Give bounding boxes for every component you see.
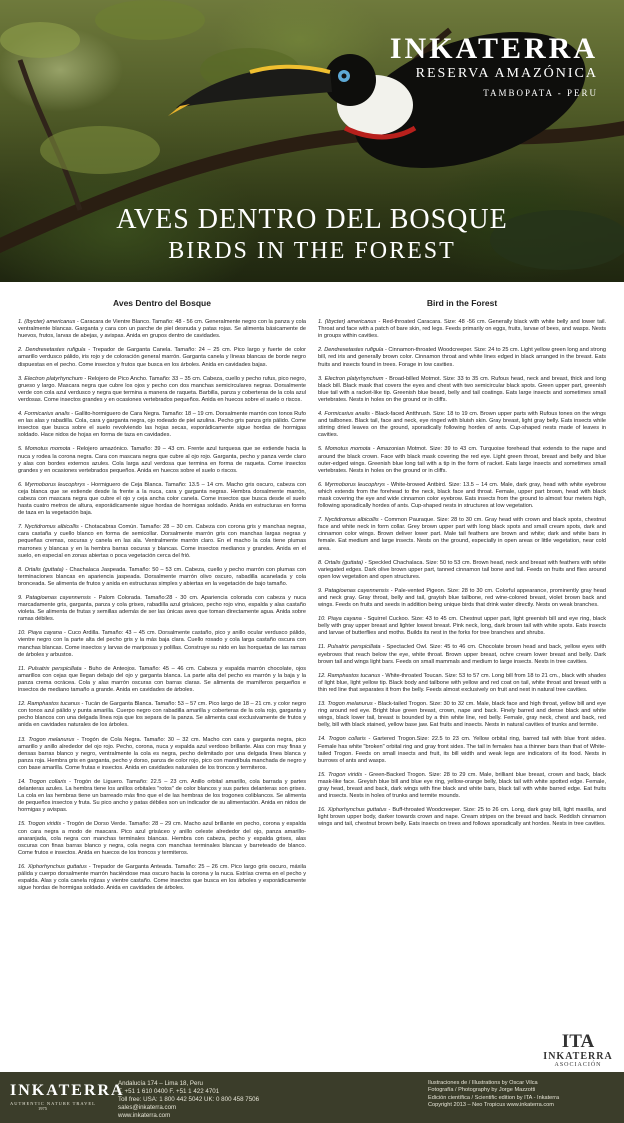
species-description: - Gallito-hormiguero de Cara Negra. Tamaño: 18 – 19 cm. Dorsalmente marrón con tonos Rufo en las alas y rabadilla. Cola, cara y garganta negra, ojo rodeado de piel azulina. Pecho gris panza gris pálido. Come insectos que busca sobre el suelo revolviendo las hojas secas, esporádicamente sigue hordas de hormigas soldado. Hace nidos de hojas en forma de taza en cavidades. <box>18 411 306 439</box>
species-description: - Buho de Anteojos. Tamaño: 45 – 46 cm. Cabeza y espalda marrón chocolate, ojos amarillos con cejas que llegan debajo del ojo y garganta blanca. La parte alta del pecho es marrón y la baja y la panza crema ocrácea. Cola y alas marrón oscuras con barras claras. Se alimenta de mamíferos pequeños e insectos de mediano tamaño a grande. Anida en cavidades de árboles. <box>18 665 306 694</box>
species-name: 6. Myrmoborus leucophrys <box>318 481 385 488</box>
species-entry <box>318 673 606 694</box>
species-name: 16. Xiphorhynchus guttatus <box>18 863 87 870</box>
footer-address: Andalucía 174 – Lima 18, Peru <box>118 1080 203 1087</box>
footer-logo-name: INKATERRA <box>10 1082 125 1099</box>
footer-logo-year: 1975 <box>38 1106 47 1111</box>
species-description: - Amazonian Motmot. Size: 39 to 43 cm. Turquoise forehead that extends to the nape and around the black crown. Face with black mask covering the red eye. Light green throat, breast and belly and blue outer-edged wings. Greenish blue long tail with a tip in the form of racket. Eats large insects and sometimes small vertebrates. Nests in holes on the ground or in cliffs. <box>318 446 606 474</box>
species-description: - Gartered Trogon.Size: 22.5 to 23 cm. Yellow orbital ring, barred tail with blue front sides. Female has white "broken" orbital ring and gray front sides. The tail in females has a thinner bars than that of White-tailed Trogon. Feeds on small insects and fruit, its bill width and weak legs are indicators of its food. Nests in burrows of ants and wasps. <box>318 736 606 764</box>
footer-email-link[interactable]: sales@inkaterra.com <box>118 1104 177 1111</box>
species-description: - Trogón de Liguero. Tamaño: 22.5 – 23 cm. Anillo orbital amarillo, cola barrada y partes delanteras azules. La hembra tiene los anillos orbitales "rotos" de color blancos y sus partes delanteras son grises. La cola en las hembras tiene un barreado más fino que el de las hembras de los trogones coliblancos. Se alimenta de pequeños insectos y fruta. Su pico ancho y patas débiles son un indicador de su alimentación. Anida en nidos de hormigas y avispas. <box>18 778 307 814</box>
species-entry <box>18 737 306 772</box>
species-name: 2. Dendrexetastes rufigula <box>318 347 384 354</box>
species-name: 9. Patagioenas cayennensis <box>318 587 389 594</box>
brand-block <box>390 34 598 98</box>
footer-contact <box>118 1080 259 1120</box>
species-entry <box>318 411 606 439</box>
ita-logo-mark: ITA <box>561 1031 595 1052</box>
species-entry <box>318 701 606 729</box>
spanish-heading: Aves Dentro del Bosque <box>113 298 211 308</box>
species-description: - Caracara de Vientre Blanco. Tamaño: 48 - 56 cm. Generalmente negro con la panza y cola ventralmente blancas. Garganta y cara con un parche de piel desnuda y patas rojas. Se alimenta básicamente de huevos, frutos, larvas de abejas, y avispas. Anida en grupos dentro de cavidades. <box>18 319 306 340</box>
footer-website-link[interactable]: www.inkaterra.com <box>118 1112 171 1119</box>
species-entry <box>18 524 306 559</box>
species-entry <box>318 736 606 764</box>
species-name: 13. Trogon melanurus <box>318 701 373 708</box>
species-name: 4. Formicarius analis <box>18 411 70 418</box>
species-entry <box>18 666 306 694</box>
ita-logo-subtitle: ASOCIACIÓN <box>554 1062 602 1068</box>
species-description: - Trepador de Garganta Canela. Tamaño: 24 – 25 cm. Pico largo y fuerte de color amarillo verdusco pálido, iris rojo y de coloración general marrón. Garganta canela y líneas blancas de borde negro dispuestas en el pecho. Come insectos y frutos que busca en los árboles. Anida en cavidades bajas. <box>18 347 306 368</box>
species-entry <box>18 630 306 658</box>
species-entry <box>18 567 306 588</box>
species-description: - Squirrel Cuckoo. Size: 43 to 45 cm. Chestnut upper part, light greenish bill and eye ring, black belly with gray upper breast and lighter lowest breast. Pink neck, long, dark brown tail with white spots. Eats insects and larvae of butterflies and moths. Builds its nest in the forks for tree branches and shrubs. <box>318 616 606 637</box>
species-description: - Trepador de Garganta Anteada. Tamaño: 25 – 26 cm. Pico largo gris oscuro, máxila pálida y cuerpo dorsalmente marrón haciéndose mas oscuro hacia la corona y la nuca. Estrías crema en el pecho y espalda. Alas y cola canela rojizas y vientre castaño. Come insectos que busca en los árboles y esporádicamente sigue hordas de hormigas soldado. Anida en cavidades de árboles. <box>18 863 306 892</box>
species-name: 7. Nyctidromus albicollis <box>318 517 379 524</box>
species-entry <box>18 482 306 517</box>
species-name: 7. Nyctidromus albicollis <box>18 524 79 531</box>
footer <box>0 1072 624 1123</box>
species-description: - Pale-vented Pigeon. Size: 28 to 30 cm. Colorful appearance, prominently gray head and neck gray. Gray throat, belly and tail, grayish blue tailbone, red wine-colored breast, violet brown back and wings. Feeds on fruits and seeds in addition being unique birds that drink water directly. Nests on weak branches. <box>318 587 606 609</box>
species-description: - Cuco Ardilla. Tamaño: 43 – 45 cm. Dorsalmente castaño, pico y anillo ocular verdusco pálido, vientre negro con la parte alta del pecho gris y la más baja clara. Cuello rosado y cola larga castaño oscura con manchas blancas. Come insectos y larvas de mariposas y polillas. Construye su nido en las horquetas de las ramas de árboles y arbustos. <box>18 630 306 658</box>
species-entry <box>18 779 306 814</box>
brand-subtitle: RESERVA AMAZÓNICA <box>415 66 598 81</box>
footer-phone: T. +51 1 610 0400 F. +51 1 422 4701 <box>118 1088 220 1095</box>
species-entry <box>318 616 606 637</box>
ita-logo <box>540 1032 616 1068</box>
species-description: - Common Pauraque. Size: 28 to 30 cm. Gray head with crown and black spots, chestnut face and white neck in form collar. Grey brown upper part with long black spots and small cream spots, dark and cinnamon color wings. Brown deliver lower part. Male tail feathers are brown and white; dark and white bars in female. Eat medium and large insects. Nests on the ground, especially in open areas or little vegetation, near cold area. <box>318 517 606 552</box>
species-entry <box>318 772 606 800</box>
title-spanish: AVES DENTRO DEL BOSQUE <box>116 204 508 235</box>
species-description: - Chotacabras Común. Tamaño: 28 – 30 cm. Cabeza con corona gris y manchas negras, cara castaña y cuello blanco en forma de semicollar. Dorsalmente marrón gris con manchas largas negras y pequeñas cremas, oscuras y canela en las ala. Ventralmente marrón claro. En el macho la cola tiene plumas marrones y blancas y en la hembra barras oscuras y blancas. Come insectos medianos y grandes. Anida en el suelo, en especial en zonas abiertas o poca vegetación cerca del frió. <box>18 524 306 559</box>
credit-scientific-edition: Edición científica / Scientific edition by ITA - Inkaterra <box>428 1094 560 1101</box>
species-name: 12. Ramphastos tucanus <box>318 672 381 679</box>
species-entry <box>318 517 606 552</box>
species-entry <box>18 319 306 340</box>
species-entry <box>18 595 306 623</box>
species-entry <box>18 411 306 439</box>
species-description: - Cinnamon-throated Woodcreeper. Size: 24 to 25 cm. Light yellow green long and strong bill, red iris and generally brown color. Cinnamon throat and white lines edged in black arranged in the breast. Eats fruits and insects found in trees. Forage in low cavities. <box>318 347 606 368</box>
species-description: - Speckled Chachalaca. Size: 50 to 53 cm. Brown head, neck and breast with feathers with white variegated edges. Dark olive brown upper part, tanned cinnamon tail bone and tail. Feeds on fruits and flies around open low vegetation and open structures. <box>318 559 606 580</box>
species-description: - Chachalaca Jaspeada. Tamaño: 50 – 53 cm. Cabeza, cuello y pecho marrón con plumas con terminaciones blancas en apariencia jaspeada. Dorsalmente marrón olivo oscuro, rabadilla acanelada y cola bronceada. Se alimenta de frutos y anida en estructuras simples y abiertas en la vegetación de bajo tamaño. <box>18 566 306 587</box>
species-name: 11. Pulsatrix perspicillata <box>18 665 82 672</box>
species-name: 12. Ramphastos tucanus <box>18 701 80 708</box>
english-column <box>318 300 606 835</box>
species-name: 15. Trogon viridis <box>18 821 62 828</box>
credit-photography: Fotografía / Photography by Jorge Mazzotti <box>428 1087 536 1094</box>
species-name: 2. Dendrexetastes rufigula <box>18 347 86 354</box>
species-entry <box>18 864 306 892</box>
species-entry <box>318 319 606 340</box>
english-heading: Bird in the Forest <box>426 298 498 308</box>
species-description: - White-browed Antbird. Size: 13.5 – 14 cm. Male, dark gray, head with white eyebrow which extends from the forehead to the neck, black face and throat. Female, upper part brown, head with black mask covering the eye and wide cinnamon color eyebrow. Eats insects from the ground to almost four meters high, following sporadically hordes of ants. Cup-shaped nests in structures at low vegetation. <box>318 481 606 510</box>
species-name: 3. Electron platyrhynchum <box>18 375 83 382</box>
species-description: - Tucán de Garganta Blanca. Tamaño: 53 – 57 cm. Pico largo de 18 – 21 cm. y color negro con tonos azul pálido y punta amarilla. Cuerpo negro con rabadilla amarilla y coberteras de la cola rojo, garganta y pecho blancos con una delgada línea roja que los separa de la panza. Se alimenta casi exclusivamente de frutos y anida en cavidades naturales de los árboles. <box>18 701 306 729</box>
species-name: 8. Ortalis (guttata) <box>18 566 64 573</box>
species-name: 14. Trogon collaris <box>318 736 366 743</box>
species-entry <box>318 482 606 510</box>
species-name: 14. Trogon collaris <box>18 778 67 785</box>
species-description: - Trogón de Cola Negra. Tamaño: 30 – 32 cm. Macho con cara y garganta negra, pico amarillo y anillo alrededor del ojo rojo. Pecho, corona, nuca y espalda azul verdoso brillante. Alas con muy finas y densas barras blanco y negro, ventralmente la cola es negra, pecho delimitado por una delgada línea blanca y panza roja. Hembra gris en garganta, pecho y dorso, panza de color rojo, pico con mandíbula manchada de negro y con base amarilla. Come frutas e insectos. Anida en cavidades naturales de los troncos y termiteros. <box>18 736 306 771</box>
species-name: 10. Piaya cayana <box>318 616 362 623</box>
species-description: - Red-throated Caracara. Size: 48 -56 cm. Generally black with white belly and lower tail. Throat and face with a patch of bare skin, red legs. Feeds primarily on eggs, fruits, larvae of bees, and wasps. Nests in groups within cavities. <box>318 319 606 340</box>
species-description: - Trogón de Dorso Verde. Tamaño: 28 – 29 cm. Macho azul brillante en pecho, corona y espalda con cara negra a modo de mascara. Pico azul grisáceo y anillo celeste alrededor del ojo, panza amarillo-anaranjada, cola negra con manchas terminales blancas. Hembra con cabeza, pecho y espalda grises, alas oscuras con finas barras blanco y negra, cola negra con manchas terminales blancas y barreteado de blanco. Come frutos e insectos. Anida en huecos de los troncos y termiteros. <box>18 821 306 856</box>
species-name: 1. (Ibycter) americanus <box>18 319 76 326</box>
species-description: - Black-faced Antthrush. Size: 18 to 19 cm. Brown upper parts with Rufous tones on the wings and tailbones. Black tail, face and neck, eye ringed with bluish skin. Gray breast, light gray belly. Eats insects while stirring dried leaves on the ground, sporadically following hordes of ants. Cup-shaped nests made of leaves in cavities. <box>318 411 606 439</box>
species-entry <box>318 376 606 404</box>
species-name: 6. Myrmoborus leucophrys <box>18 481 86 488</box>
species-description: - Relojero amazónico. Tamaño: 39 – 43 cm. Frente azul turquesa que se extiende hacia la nuca y rodea la corona negra. Cara con mascara negra que cubre al ojo rojo. Garganta, pecho y panza verde claro y alas con bordes externos azules. Cola larga azul verdosa que termina en forma de raqueta. Come insectos grandes y en ocasiones vertebrados pequeños. Anida en huecos sobre el suelo o riscos. <box>18 446 306 474</box>
species-entry <box>318 644 606 665</box>
species-description: - Green-Backed Trogon. Size: 28 to 29 cm. Male, brilliant blue breast, crown and back, black mask-like face. Greyish blue bill and blue eye ring, yellow-orange belly, black tail with white spotted edge. Female, gray head, breast and back, dark wings with fine black and white bars, black tail with white barred edge. Eat fruits and insects. Nests in holes of trunks and termite mounds. <box>318 771 606 800</box>
hero-photo <box>0 0 624 282</box>
species-name: 1. (Ibycter) americanus <box>318 319 377 326</box>
spanish-column <box>18 300 306 899</box>
species-entry <box>18 701 306 729</box>
species-description: - Black-tailed Trogon. Size: 30 to 32 cm. Male, black face and high throat, yellow bill and eye ring around red eye. Bright blue green breast, crown, nape and back. Finely barred and dense black and white wings, black lower tail, breast is bounded by a thin white line, red belly. Female, gray neck, chest and back, red belly, bill with black stained, yellow base jaw. Eat fruits and insects. Nests in natural cavities of trunks and termite. <box>318 701 606 729</box>
brand-name: INKATERRA <box>389 32 598 65</box>
species-name: 15. Trogon viridis <box>318 771 363 778</box>
credit-copyright: Copyright 2013 – Neo Tropicus www.inkaterra.com <box>428 1102 554 1109</box>
species-entry <box>18 347 306 368</box>
species-description: - Spectacled Owl. Size: 45 to 46 cm. Chocolate brown head and back, yellow eyes with eyebrows that reach below the eye, white throat. Brown upper breast, ochre cream lower breast and belly. Dark brown tail and wings light bars. Feeds on small mammals and medium to large insects. Nests in tree cavities. <box>318 644 606 665</box>
title-english: BIRDS IN THE FOREST <box>168 238 456 264</box>
species-name: 16. Xiphorhynchus guttatus <box>318 807 387 814</box>
species-entry <box>318 446 606 474</box>
species-name: 8. Ortalis (guttata) <box>318 559 364 566</box>
species-entry <box>318 807 606 828</box>
species-name: 11. Pulsatrix perspicillata <box>318 644 381 651</box>
species-entry <box>18 446 306 474</box>
species-entry <box>318 588 606 609</box>
species-description: - White-throated Toucan. Size: 53 to 57 cm. Long bill from 18 to 21 cm., black with shades of light blue, light yellow tip. Black body and tailbone with yellow and red coat on tail, white throat and breast with a thin red line that separates it from the belly. Feeds almost exclusively on fruit and nest in natural tree cavities. <box>318 672 606 693</box>
species-name: 4. Formicarius analis <box>318 411 370 418</box>
credit-illustrations: Ilustraciones de / Illustrations by Oscar Vilca <box>428 1080 538 1086</box>
footer-logo-tagline: AUTHENTIC NATURE TRAVEL <box>10 1101 96 1106</box>
species-description: - Buff-throated Woodcreeper. Size: 25 to 26 cm. Long, dark gray bill, light maxilla, and light brown upper body, darker towards crown and nape. Cream stripes on the breast and back. Reddish cinnamon wings and tail, chestnut brown belly. Eats insects on trees and follows sporadically ant hordes. Nests in tree cavities. <box>318 807 606 828</box>
footer-toll-free: Toll free: USA: 1 800 442 5042 UK: 0 800 458 7506 <box>118 1096 260 1103</box>
species-name: 9. Patagioenas cayennensis <box>18 595 91 601</box>
species-name: 5. Momotus momota <box>318 446 371 453</box>
ita-logo-name: INKATERRA <box>543 1051 613 1062</box>
brand-location: TAMBOPATA - PERU <box>483 88 598 98</box>
species-name: 10. Piaya cayana <box>18 630 62 637</box>
species-entry <box>318 560 606 581</box>
species-description: - Relojero de Pico Ancho. Tamaño: 33 – 35 cm. Cabeza, cuello y pecho rufus, pico negro, grueso y largo. Mascara negra que cubre los ojos y pecho con dos manchas semicirculares negras. Dorsalmente verde con cola azul verdusco y negra que termina a manera de raqueta. Barbilla, panza y coberteras de la cola azul verdosas. Come insectos grandes y en ocasiones vertebrados pequeños. Anida en huecos sobre el suelo o riscos. <box>18 375 307 403</box>
species-name: 5. Momotus momota <box>18 446 71 453</box>
species-entry <box>318 347 606 368</box>
footer-logo <box>10 1082 125 1111</box>
species-description: - Broad-billed Motmot. Size: 33 to 35 cm. Rufous head, neck and breast, thick and long black bill. Black mask that covers the eyes and chest with two semicircular black spots. Green upper part, greenish blue tail with a racket-like tip. Greenish blue beard, belly and tail coatings. Eats large insects and sometimes small vertebrates. Nests in holes on the ground or in cliffs. <box>318 375 606 403</box>
species-name: 13. Trogon melanurus <box>18 736 75 743</box>
species-name: 3. Electron platyrhynchum <box>318 375 384 382</box>
footer-credits <box>428 1080 559 1110</box>
species-entry <box>18 376 306 404</box>
species-description: - Palom Colorada. Tamaño:28 - 30 cm. Apariencia colorada con cabeza y nuca marcadamente gris, garganta, panza y cola grises, rabadilla azul grisáceo, pecho rojo vino, espalda y alas castaño violeta. Se alimenta de frutas y semillas además de ser las únicas aves que toman directamente agua. Anida sobre ramas débiles. <box>18 595 306 623</box>
species-entry <box>18 821 306 856</box>
species-description: - Hormiguero de Ceja Blanca. Tamaño: 13.5 – 14 cm. Macho gris oscuro, cabeza con ceja blanca que se extiende desde la frente a la nuca, cara y garganta negras. Hembra dorsalmente marrón, cabeza con mascara negra que cubre el ojo y ceja ancha color canela. Come insectos que busca desde el suelo hasta cuatro metros de altura, esporádicamente sigue hordas de hormigas soldado. Anida en estructuras en forma de taza en la vegetación baja. <box>18 481 306 517</box>
